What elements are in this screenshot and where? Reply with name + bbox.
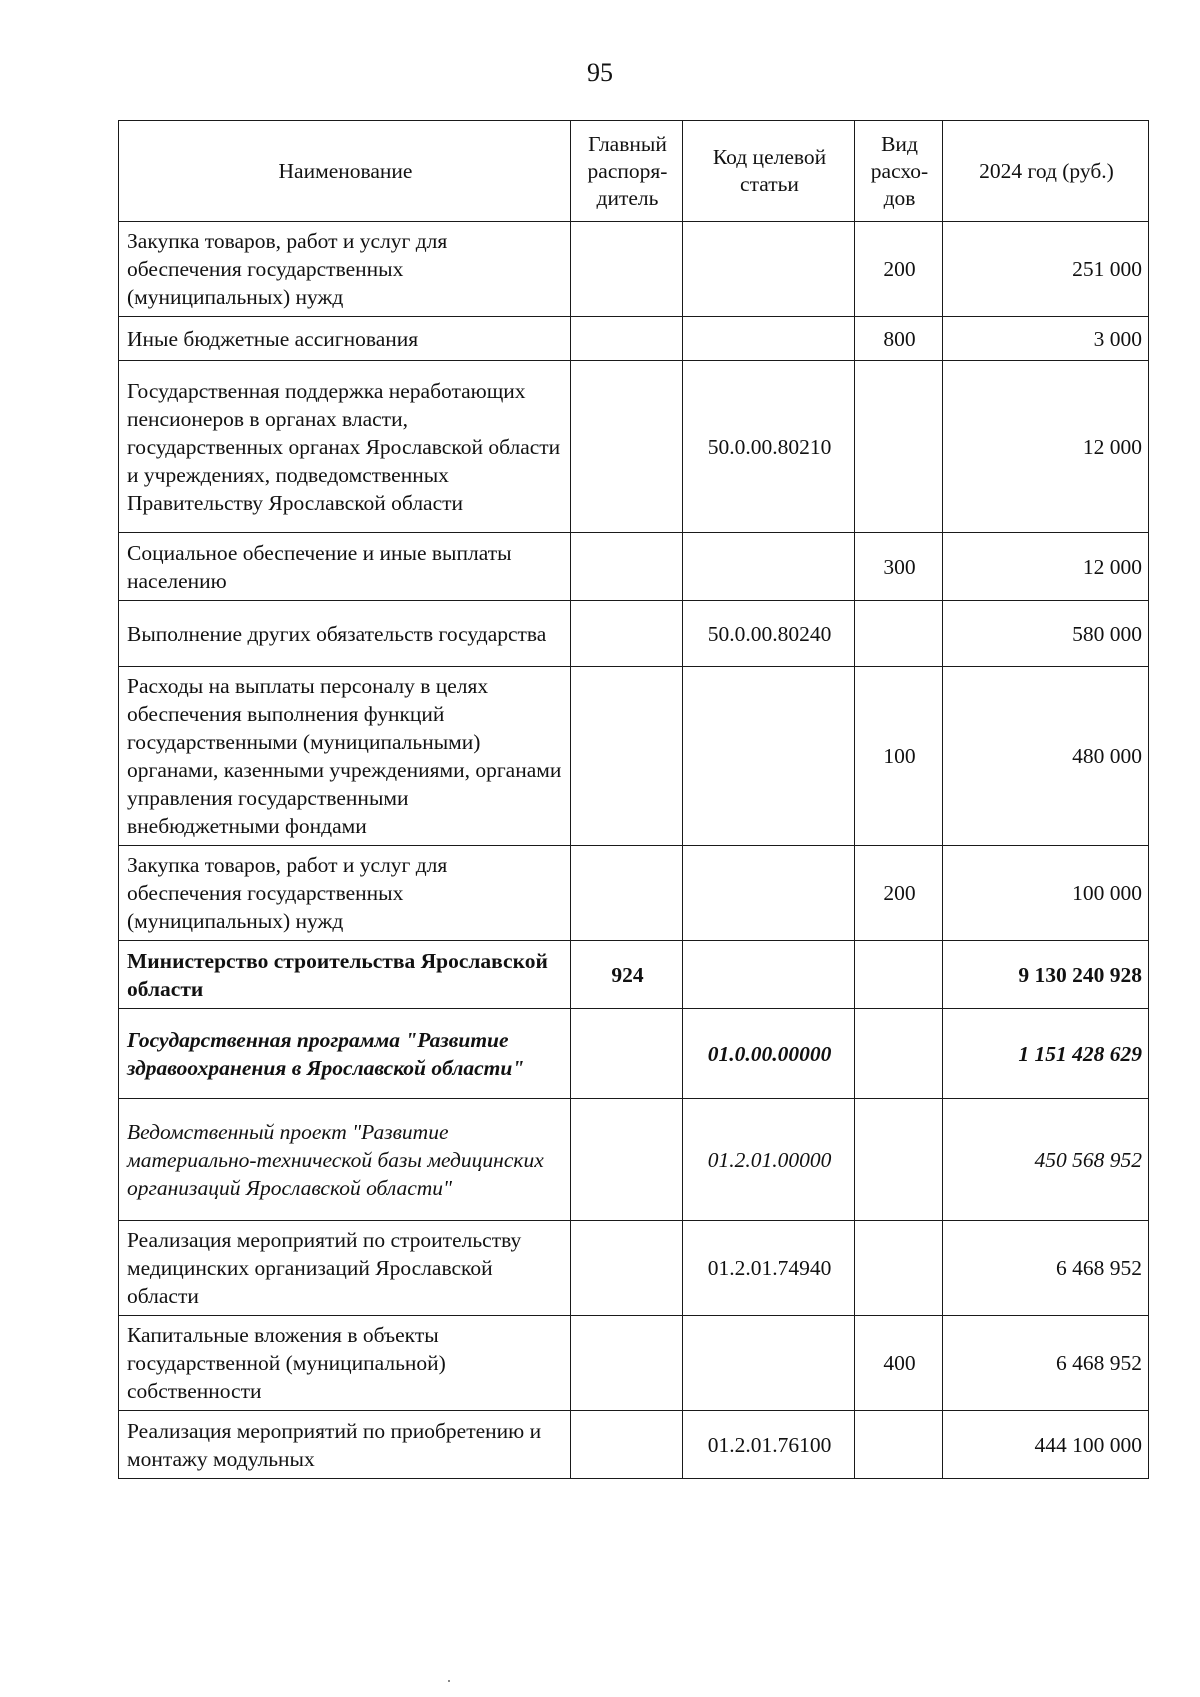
cell-amount: 580 000 [943,601,1149,667]
cell-expense: 400 [855,1316,943,1411]
cell-manager [571,1316,683,1411]
cell-amount: 450 568 952 [943,1099,1149,1221]
cell-amount: 6 468 952 [943,1221,1149,1316]
budget-table [118,120,1149,1479]
cell-expense [855,1411,943,1479]
cell-expense [855,941,943,1009]
cell-name: Государственная программа "Развитие здравоохранения в Ярославской области" [119,1009,571,1099]
cell-expense: 200 [855,222,943,317]
cell-expense: 200 [855,846,943,941]
cell-manager [571,667,683,846]
cell-name: Государственная поддержка неработающих пенсионеров в органах власти, государственных органах Ярославской области и учреждениях, подведомственных Правительству Ярославской области [119,361,571,533]
cell-name: Иные бюджетные ассигнования [119,317,571,361]
cell-amount: 12 000 [943,361,1149,533]
table-row [119,1009,1149,1099]
cell-amount: 100 000 [943,846,1149,941]
table-body [119,222,1149,1479]
table-row [119,533,1149,601]
cell-manager [571,361,683,533]
cell-expense: 800 [855,317,943,361]
cell-code: 01.2.01.76100 [683,1411,855,1479]
cell-name: Закупка товаров, работ и услуг для обеспечения государственных (муниципальных) нужд [119,222,571,317]
cell-amount: 9 130 240 928 [943,941,1149,1009]
table-row [119,1221,1149,1316]
table-row [119,601,1149,667]
cell-manager [571,846,683,941]
cell-code [683,846,855,941]
column-header-name: Наименование [119,121,571,222]
cell-code: 01.2.01.00000 [683,1099,855,1221]
cell-expense: 100 [855,667,943,846]
table-row [119,1316,1149,1411]
column-header-code: Код целевой статьи [683,121,855,222]
cell-amount: 3 000 [943,317,1149,361]
cell-manager [571,1099,683,1221]
cell-code: 01.0.00.00000 [683,1009,855,1099]
cell-manager [571,1411,683,1479]
cell-name: Расходы на выплаты персоналу в целях обеспечения выполнения функций государственными (муниципальными) органами, казенными учреждениями, органами управления государственными внебюджетными фондами [119,667,571,846]
cell-expense [855,1099,943,1221]
cell-manager [571,601,683,667]
table-row [119,317,1149,361]
table-row [119,846,1149,941]
cell-amount: 1 151 428 629 [943,1009,1149,1099]
page-number: 95 [587,58,613,87]
cell-manager [571,222,683,317]
column-header-manager: Главный распоря-дитель [571,121,683,222]
cell-manager [571,317,683,361]
cell-amount: 12 000 [943,533,1149,601]
column-header-amount: 2024 год (руб.) [943,121,1149,222]
cell-expense [855,1221,943,1316]
cell-name: Ведомственный проект "Развитие материально-технической базы медицинских организаций Ярославской области" [119,1099,571,1221]
cell-manager [571,1009,683,1099]
table-row [119,1411,1149,1479]
cell-code: 01.2.01.74940 [683,1221,855,1316]
cell-name: Выполнение других обязательств государства [119,601,571,667]
column-header-expense: Вид расхо-дов [855,121,943,222]
cell-name: Реализация мероприятий по приобретению и монтажу модульных [119,1411,571,1479]
cell-manager: 924 [571,941,683,1009]
table-header-row [119,121,1149,222]
cell-code [683,222,855,317]
scan-speck [448,1680,450,1682]
cell-code: 50.0.00.80240 [683,601,855,667]
cell-name: Капитальные вложения в объекты государственной (муниципальной) собственности [119,1316,571,1411]
cell-manager [571,533,683,601]
table-row [119,222,1149,317]
cell-name: Реализация мероприятий по строительству медицинских организаций Ярославской области [119,1221,571,1316]
cell-expense: 300 [855,533,943,601]
cell-code: 50.0.00.80210 [683,361,855,533]
table-row [119,941,1149,1009]
cell-code [683,667,855,846]
table-row [119,361,1149,533]
cell-code [683,1316,855,1411]
cell-expense [855,601,943,667]
cell-amount: 444 100 000 [943,1411,1149,1479]
cell-amount: 480 000 [943,667,1149,846]
cell-code [683,533,855,601]
cell-name: Министерство строительства Ярославской области [119,941,571,1009]
cell-amount: 6 468 952 [943,1316,1149,1411]
table-row [119,667,1149,846]
table-row [119,1099,1149,1221]
cell-manager [571,1221,683,1316]
cell-code [683,941,855,1009]
cell-code [683,317,855,361]
cell-name: Закупка товаров, работ и услуг для обеспечения государственных (муниципальных) нужд [119,846,571,941]
cell-name: Социальное обеспечение и иные выплаты населению [119,533,571,601]
cell-expense [855,1009,943,1099]
cell-amount: 251 000 [943,222,1149,317]
cell-expense [855,361,943,533]
